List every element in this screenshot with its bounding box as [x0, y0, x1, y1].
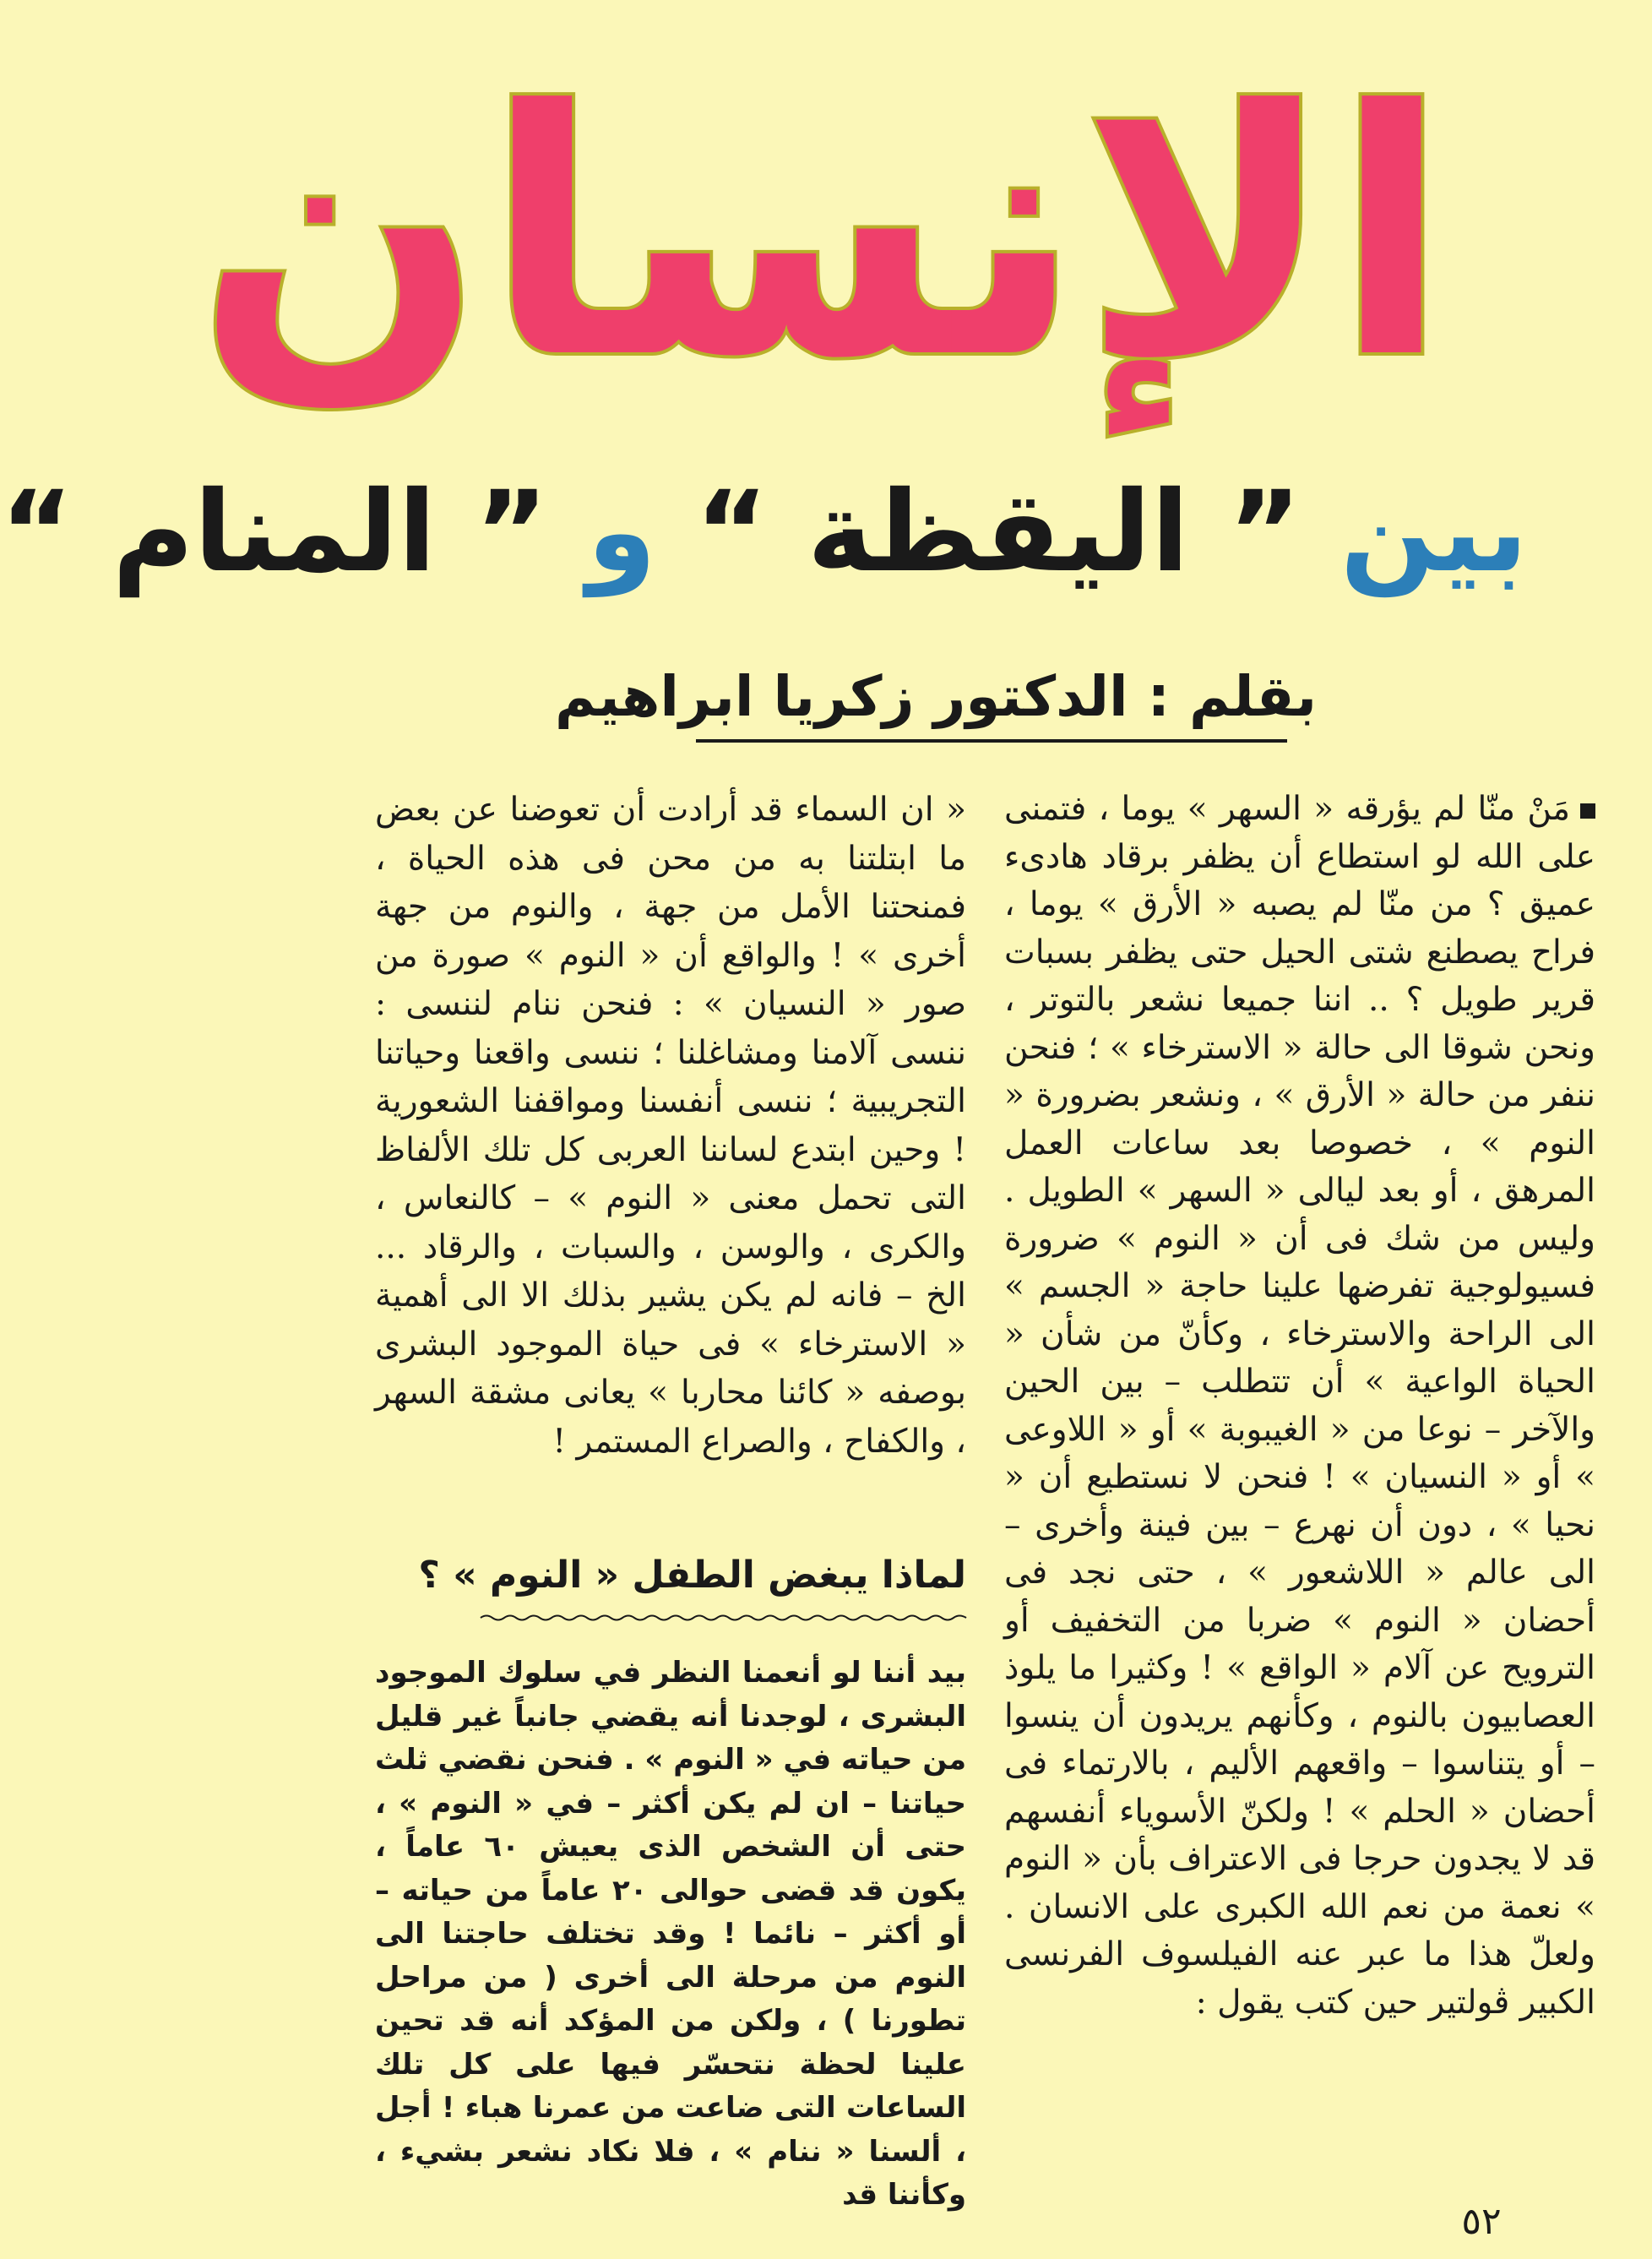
section-heading: لماذا يبغض الطفل « النوم » ؟: [418, 1554, 966, 1597]
left-column-bottom-text: بيد أننا لو أنعمنا النظر في سلوك الموجود البشرى ، لوجدنا أنه يقضي جانباً غير قليل من حياته في « النوم » . فنحن نقضي ثلث حياتنا – ان لم يكن أكثر – في « النوم » ، حتى أن الشخص الذى يعيش ٦٠ عاماً ، يكون قد قضى حوالى ٢٠ عاماً من حياته – أو أكثر – نائما ! وقد تختلف حاجتنا الى النوم من مرحلة الى أخرى ( من مراحل تطورنا ) ، ولكن من المؤكد أنه قد تحين علينا لحظة نتحسّر فيها على كل تلك الساعات التى ضاعت من عمرنا هباء ! أجل ، ألسنا « ننام » ، فلا نكاد نشعر بشيء ، وكأننا قد: [375, 1656, 966, 2212]
subtitle-word-sleep: ” المنام “: [0, 467, 549, 597]
article-title: الإنسان: [196, 40, 1449, 433]
subtitle-word-wakefulness: ” اليقظة “: [695, 467, 1301, 597]
right-column-text: مَنْ منّا لم يؤرقه « السهر » يوما ، فتمنى على الله لو استطاع أن يظفر برقاد هادىء عميق ؟ من منّا لم يصبه « الأرق » يوما ، فراح يصطنع شتى الحيل حتى يظفر بسبات قرير طويل ؟ .. اننا جميعا نشعر بالتوتر ، ونحن شوقا الى حالة « الاسترخاء » ؛ فنحن ننفر من حالة « الأرق » ، ونشعر بضرورة « النوم » ، خصوصا بعد ساعات العمل المرهق ، أو بعد ليالى « السهر » الطويل . وليس من شك فى أن « النوم » ضرورة فسيولوجية تفرضها علينا حاجة « الجسم » الى الراحة والاسترخاء ، وكأنّ من شأن « الحياة الواعية » أن تتطلب – بين الحين والآخر – نوعا من « الغيبوبة » أو « اللاوعى » أو « النسيان » ! فنحن لا نستطيع أن « نحيا » ، دون أن نهرع – بين فينة وأخرى – الى عالم « اللاشعور » ، حتى نجد فى أحضان « النوم » ضربا من التخفيف أو الترويح عن آلام « الواقع » ! وكثيرا ما يلوذ العصابيون بالنوم ، وكأنهم يريدون أن ينسوا – أو يتناسوا – واقعهم الأليم ، بالارتماء فى أحضان « الحلم » ! ولكنّ الأسوياء أنفسهم قد لا يجدون حرجا فى الاعتراف بأن « النوم » نعمة من نعم الله الكبرى على الانسان . ولعلّ هذا ما عبر عنه الفيلسوف الفرنسى الكبير ڤولتير حين كتب يقول :: [1004, 790, 1595, 2022]
article-column-right: [1004, 786, 1595, 2171]
heading-wavy-underline: [481, 1614, 966, 1622]
subtitle-word-and: و: [587, 467, 657, 597]
byline-divider: [696, 739, 1287, 743]
left-column-top-text: « ان السماء قد أرادت أن تعوضنا عن بعض ما ابتلتنا به من محن فى هذه الحياة ، فمنحتنا الأمل من جهة ، والنوم من جهة أخرى » ! والواقع أن « النوم » صورة من صور « النسيان » : فنحن ننام لننسى : ننسى آلامنا ومشاغلنا ؛ ننسى واقعنا وحياتنا التجريبية ؛ ننسى أنفسنا ومواقفنا الشعورية ! وحين ابتدع لساننا العربى كل تلك الألفاظ التى تحمل معنى « النوم » – كالنعاس ، والكرى ، والوسن ، والسبات ، والرقاد ... الخ – فانه لم يكن يشير بذلك الا الى أهمية « الاسترخاء » فى حياة الموجود البشرى بوصفه « كائنا محاربا » يعانى مشقة السهر ، والكفاح ، والصراع المستمر !: [375, 791, 966, 1461]
page-number: ٥٢: [1461, 2200, 1502, 2243]
article-subtitle: [0, 456, 1528, 608]
author-byline: بقلم : الدكتور زكريا ابراهيم: [554, 664, 1317, 729]
article-column-left-top: [375, 786, 966, 1512]
article-column-left-bottom: [375, 1652, 966, 2212]
paragraph-bullet-icon: [1580, 803, 1595, 819]
subtitle-word-between: بين: [1340, 467, 1528, 597]
